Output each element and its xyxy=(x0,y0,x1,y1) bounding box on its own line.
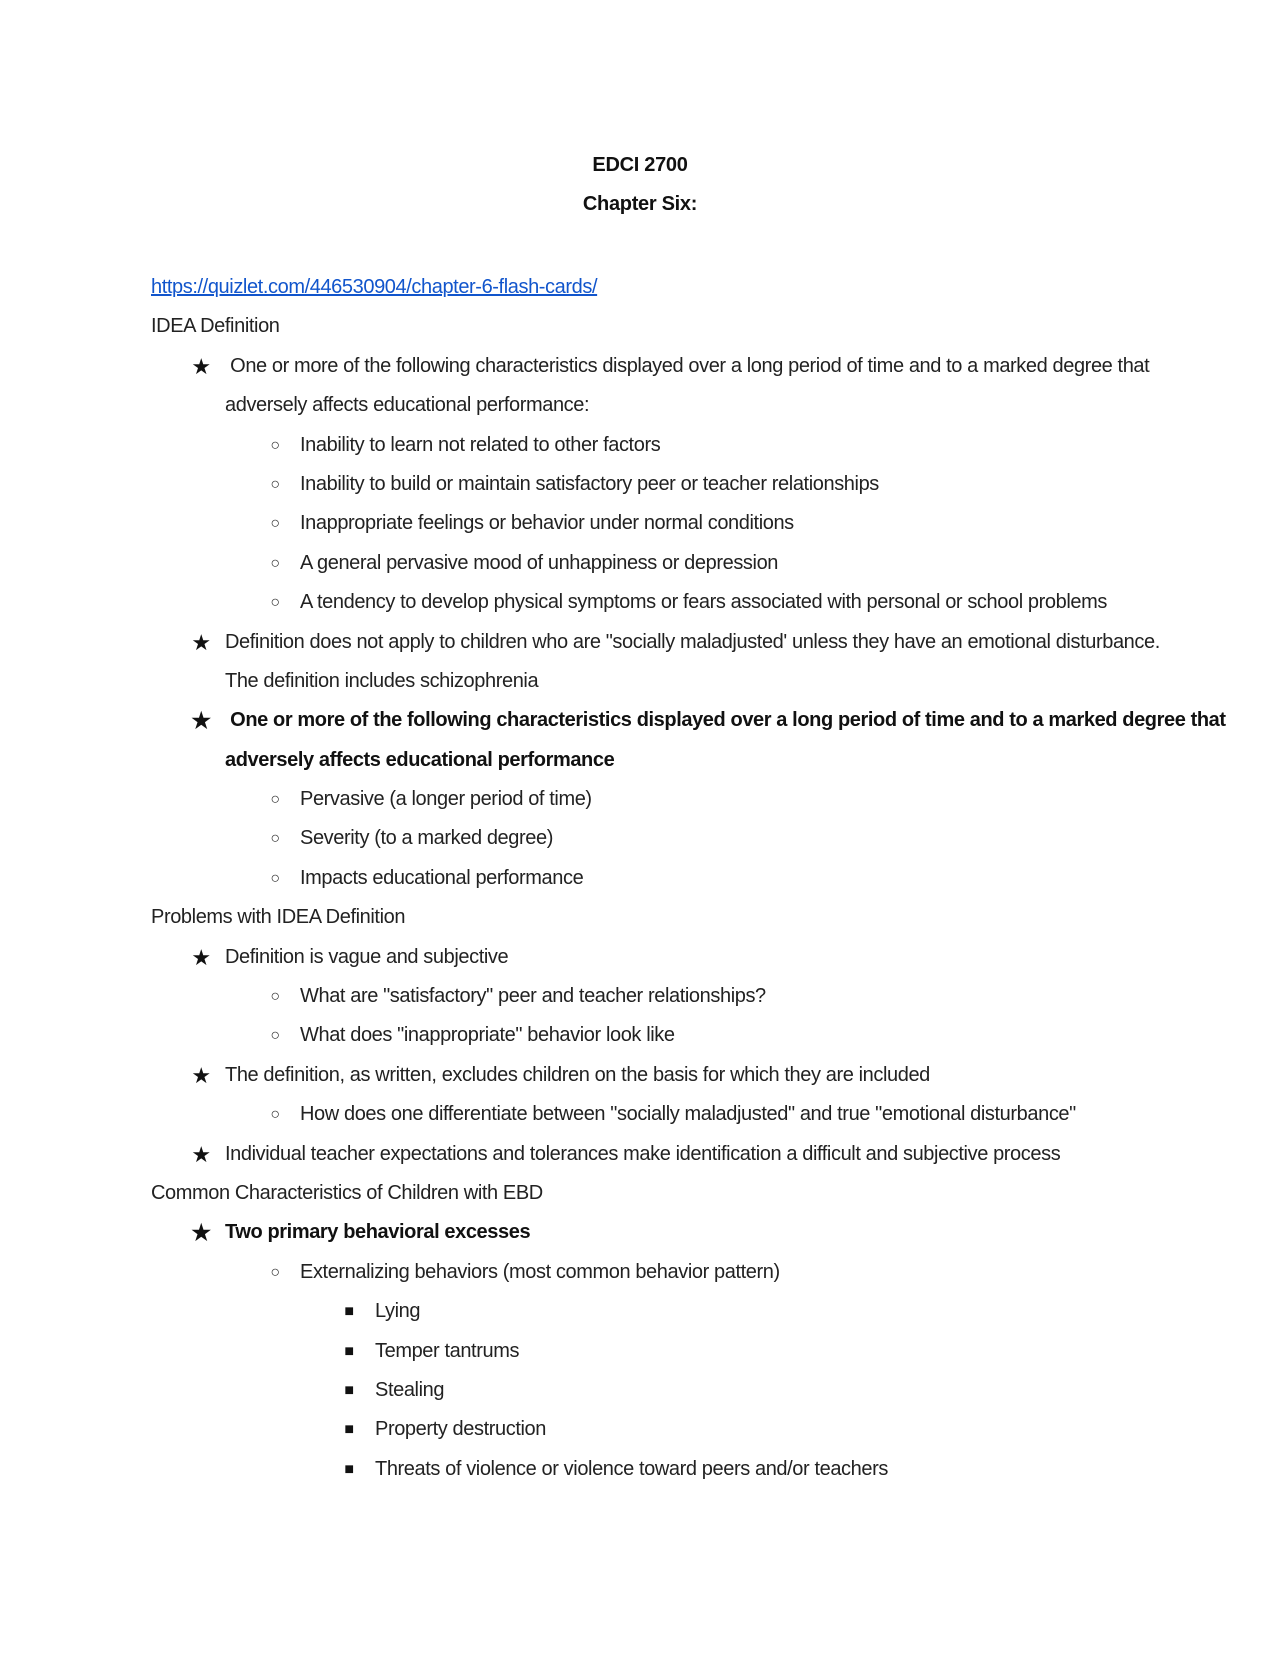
list-subitem-text: Inability to build or maintain satisfactory peer or teacher relationships xyxy=(300,472,879,495)
list-subitem xyxy=(151,1016,1151,1055)
star-bullet-icon: ★ xyxy=(191,1062,211,1088)
list-item xyxy=(151,938,1151,977)
list-subitem xyxy=(151,780,1151,819)
list-item-text: Two primary behavioral excesses xyxy=(225,1221,531,1244)
list-subsubitem xyxy=(151,1371,1151,1410)
list-subitem xyxy=(151,1253,1151,1292)
list-item-text: One or more of the following characteristics displayed over a long period of time and to a marked degree that xyxy=(225,709,1226,732)
quizlet-link[interactable]: https://quizlet.com/446530904/chapter-6-flash-cards/ xyxy=(151,276,598,298)
list-subitem-text: Pervasive (a longer period of time) xyxy=(300,788,592,811)
circle-bullet-icon: ○ xyxy=(270,436,280,454)
circle-bullet-icon: ○ xyxy=(270,869,280,887)
list-subitem xyxy=(151,1095,1151,1134)
list-item-continuation: adversely affects educational performance: xyxy=(225,394,590,417)
list-subitem xyxy=(151,544,1151,583)
star-bullet-icon: ★ xyxy=(191,353,211,379)
list-subsubitem-text: Temper tantrums xyxy=(375,1339,520,1362)
circle-bullet-icon: ○ xyxy=(270,515,280,533)
list-subitem-text: Externalizing behaviors (most common behavior pattern) xyxy=(300,1260,780,1283)
square-bullet-icon: ■ xyxy=(344,1381,354,1399)
list-subsubitem-text: Threats of violence or violence toward peers and/or teachers xyxy=(375,1457,888,1480)
list-subitem xyxy=(151,859,1151,898)
circle-bullet-icon: ○ xyxy=(270,830,280,848)
circle-bullet-icon: ○ xyxy=(270,475,280,493)
list-item-continuation: adversely affects educational performance xyxy=(225,748,615,771)
document-subtitle: Chapter Six: xyxy=(582,193,698,215)
quizlet-link-line xyxy=(151,268,1151,307)
list-item xyxy=(151,701,1226,740)
list-subsubitem xyxy=(151,1332,1151,1371)
list-item-text: Definition does not apply to children who are "socially maladjusted' unless they have an emotional disturbance. xyxy=(225,630,1160,653)
circle-bullet-icon: ○ xyxy=(270,1106,280,1124)
list-item xyxy=(151,347,1151,386)
list-item xyxy=(151,1135,1151,1174)
list-subitem-text: A tendency to develop physical symptoms or fears associated with personal or school problems xyxy=(300,591,1107,614)
list-subitem-text: Impacts educational performance xyxy=(300,866,584,889)
square-bullet-icon: ■ xyxy=(344,1460,354,1478)
section-heading: Problems with IDEA Definition xyxy=(151,906,406,929)
list-item-text: One or more of the following characteristics displayed over a long period of time and to a marked degree that xyxy=(225,354,1150,377)
list-subitem xyxy=(151,504,1151,543)
list-subitem-text: Inability to learn not related to other factors xyxy=(300,433,661,456)
list-subitem-text: Inappropriate feelings or behavior under normal conditions xyxy=(300,512,794,535)
circle-bullet-icon: ○ xyxy=(270,791,280,809)
list-subsubitem xyxy=(151,1450,1151,1489)
list-subsubitem-text: Lying xyxy=(375,1300,421,1323)
circle-bullet-icon: ○ xyxy=(270,1263,280,1281)
list-subitem-text: Severity (to a marked degree) xyxy=(300,827,553,850)
list-item xyxy=(151,623,1160,662)
list-subitem-text: What are "satisfactory" peer and teacher relationships? xyxy=(300,985,766,1008)
square-bullet-icon: ■ xyxy=(344,1421,354,1439)
list-item-text: Individual teacher expectations and tolerances make identification a difficult and subjective process xyxy=(225,1142,1061,1165)
star-bullet-icon: ★ xyxy=(191,1220,211,1246)
list-item xyxy=(151,1213,1151,1252)
list-subsubitem-text: Stealing xyxy=(375,1378,445,1401)
document-body xyxy=(151,268,1226,1489)
star-bullet-icon: ★ xyxy=(191,944,211,970)
list-item-text: The definition, as written, excludes children on the basis for which they are included xyxy=(225,1063,930,1086)
list-subitem xyxy=(151,465,1151,504)
list-item-text: Definition is vague and subjective xyxy=(225,945,509,968)
section-heading: Common Characteristics of Children with EBD xyxy=(151,1181,543,1204)
list-item-continuation: The definition includes schizophrenia xyxy=(225,669,539,692)
list-subitem xyxy=(151,426,1151,465)
list-subitem-text: What does "inappropriate" behavior look like xyxy=(300,1024,675,1047)
list-subsubitem xyxy=(151,1410,1151,1449)
circle-bullet-icon: ○ xyxy=(270,988,280,1006)
star-bullet-icon: ★ xyxy=(191,708,211,734)
list-subsubitem xyxy=(151,1292,1151,1331)
list-item xyxy=(151,1056,1151,1095)
square-bullet-icon: ■ xyxy=(344,1342,354,1360)
square-bullet-icon: ■ xyxy=(344,1303,354,1321)
star-bullet-icon: ★ xyxy=(191,629,211,655)
circle-bullet-icon: ○ xyxy=(270,1027,280,1045)
star-bullet-icon: ★ xyxy=(191,1141,211,1167)
list-subsubitem-text: Property destruction xyxy=(375,1418,546,1441)
list-subitem-text: How does one differentiate between "socially maladjusted" and true "emotional disturbance" xyxy=(300,1103,1076,1126)
circle-bullet-icon: ○ xyxy=(270,594,280,612)
list-subitem-text: A general pervasive mood of unhappiness or depression xyxy=(300,551,779,574)
list-subitem xyxy=(151,583,1151,622)
document-title: EDCI 2700 xyxy=(592,154,688,176)
list-subitem xyxy=(151,819,1151,858)
circle-bullet-icon: ○ xyxy=(270,554,280,572)
section-heading: IDEA Definition xyxy=(151,315,280,338)
list-subitem xyxy=(151,977,1151,1016)
